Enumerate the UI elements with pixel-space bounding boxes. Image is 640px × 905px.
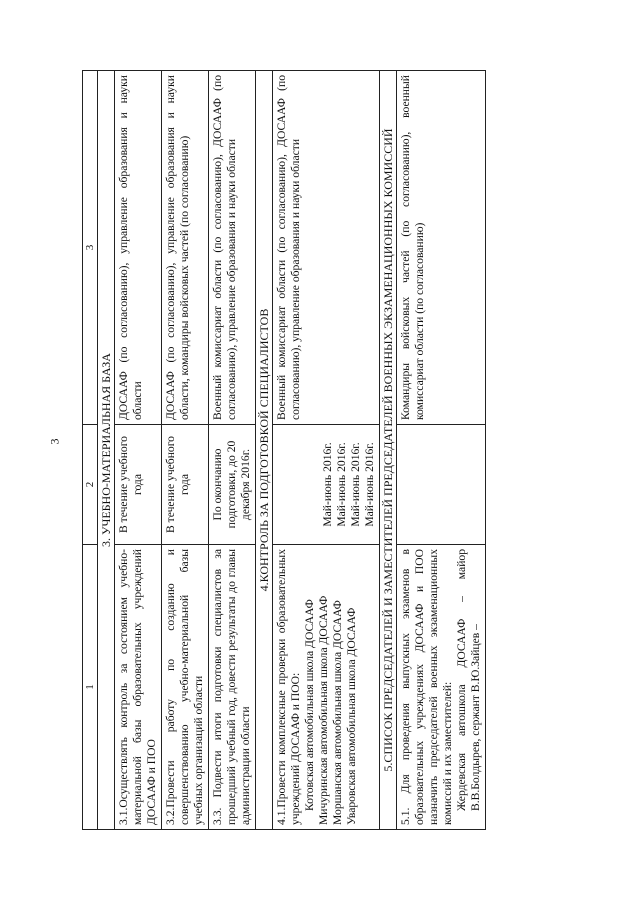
term-cell [397, 425, 486, 545]
term-item: Май-июнь 2016г. [321, 442, 334, 527]
term-item: Май-июнь 2016г. [363, 442, 376, 527]
section-title: 5.СПИСОК ПРЕДСЕДАТЕЛЕЙ И ЗАМЕСТИТЕЛЕЙ ПРЕДСЕДАТЕЛЕЙ ВОЕННЫХ ЭКЗАМЕНАЦИОННЫХ КОМИССИЙ [380, 71, 397, 830]
term-cell [273, 425, 380, 545]
section-title-row [98, 71, 115, 830]
section-title: 4.КОНТРОЛЬ ЗА ПОДГОТОВКОЙ СПЕЦИАЛИСТОВ [256, 71, 273, 830]
section-title-row [380, 71, 397, 830]
plan-table [82, 70, 486, 830]
task-text: 5.1. Для проведения выпускных экзаменов в образовательных учреждениях ДОСААФ и ПОО назначить председателей военных экзаменационных комиссий и их заместителей: [399, 549, 454, 825]
header-col-2: 2 [83, 425, 98, 545]
term-list [275, 429, 377, 540]
responsible-cell: Командиры войсковых частей (по согласованию), военный комиссариат области (по согласованию) [397, 71, 486, 425]
term-item: Май-июнь 2016г. [335, 442, 348, 527]
responsible-cell: ДОСААФ (по согласованию), управление образования и науки области [115, 71, 162, 425]
table-row [209, 71, 256, 830]
table-row [273, 71, 380, 830]
term-cell: В течение учебного года [115, 425, 162, 545]
table-row [397, 71, 486, 830]
section-title-row [256, 71, 273, 830]
task-cell: 3.2.Провести работу по созданию и совершенствованию учебно-материальной базы учебных организаций области [162, 545, 209, 830]
table-row [115, 71, 162, 830]
school-item: Мичуринская автомобильная школа ДОСААФ [317, 595, 330, 825]
header-col-3: 3 [83, 71, 98, 425]
term-cell: В течение учебного года [162, 425, 209, 545]
table-row [162, 71, 209, 830]
task-cell: 3.1.Осуществлять контроль за состоянием учебно-материальной базы образовательных учреждений ДОСААФ и ПОО [115, 545, 162, 830]
responsible-cell: ДОСААФ (по согласованию), управление образования и науки области, командиры войсковых частей (по согласованию) [162, 71, 209, 425]
school-item: Уваровская автомобильная школа ДОСААФ [345, 607, 358, 825]
section-title: 3. УЧЕБНО-МАТЕРИАЛЬНАЯ БАЗА [98, 71, 115, 830]
header-row [83, 71, 98, 830]
responsible-cell: Военный комиссариат области (по согласованию), ДОСААФ (по согласованию), управление образования и науки области [273, 71, 380, 425]
task-cell [397, 545, 486, 830]
term-cell: По окончанию подготовки, до 20 декабря 2016г. [209, 425, 256, 545]
term-item: Май-июнь 2016г. [349, 442, 362, 527]
task-cell: 3.3. Подвести итоги подготовки специалистов за прошедший учебный год, довести результаты до главы администрации области [209, 545, 256, 830]
page-number: 3 [47, 438, 62, 445]
task-text: 4.1.Провести комплексные проверки образовательных учреждений ДОСААФ и ПОО: [275, 549, 302, 825]
task-cell [273, 545, 380, 830]
school-item: Котовская автомобильная школа ДОСААФ [303, 599, 316, 811]
school-item: Моршанская автомобильная школа ДОСААФ [331, 600, 344, 825]
header-col-1: 1 [83, 545, 98, 830]
rotated-table-sheet [82, 70, 552, 830]
responsible-cell: Военный комиссариат области (по согласованию), ДОСААФ (по согласованию), управление образования и науки области [209, 71, 256, 425]
task-detail: Жердевская автошкола ДОСААФ – майор В.В.Болдырев, сержант В.Ю.Зайцев – [455, 549, 482, 811]
